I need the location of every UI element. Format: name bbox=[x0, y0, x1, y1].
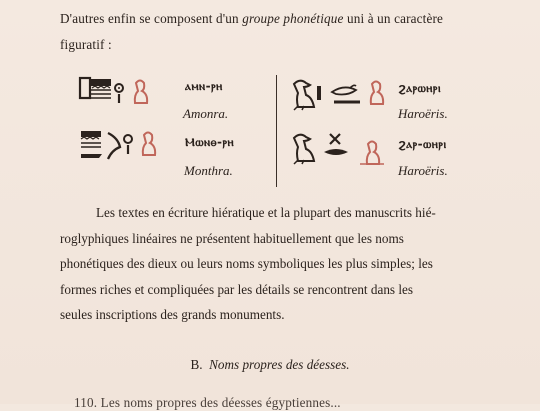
column-divider bbox=[276, 75, 277, 187]
paragraph-line: roglyphiques linéaires ne présentent habituellement que les noms bbox=[60, 230, 404, 246]
coptic-haroeris-2: ϩⲁⲣ-ⲱⲏⲣⲓ bbox=[398, 137, 447, 151]
translit-monthra: Monthra. bbox=[184, 163, 233, 178]
intro-emphasis: groupe phonétique bbox=[242, 11, 344, 26]
paragraph-line: seules inscriptions des grands monuments. bbox=[60, 307, 285, 323]
hieroglyph-amonra bbox=[78, 75, 164, 111]
intro-line-1 bbox=[60, 11, 443, 27]
paragraph-line: phonétiques des dieux ou leurs noms symboliques les plus simples; les bbox=[60, 256, 433, 272]
translit-haroeris-2: Haroëris. bbox=[398, 163, 448, 178]
intro-text-end: uni à un caractère bbox=[343, 11, 444, 26]
translit-amonra: Amonra. bbox=[183, 106, 229, 121]
hieroglyph-haroeris-1 bbox=[290, 76, 390, 112]
intro-line-2: figuratif : bbox=[60, 37, 112, 52]
body-paragraph bbox=[60, 200, 490, 328]
hieroglyph-monthra bbox=[78, 127, 164, 165]
coptic-haroeris-1: ϩⲁⲣⲱⲏⲣⲓ bbox=[398, 81, 442, 95]
paragraph-line: Les textes en écriture hiératique et la plupart des manuscrits hié- bbox=[96, 205, 436, 220]
section-heading bbox=[0, 357, 540, 373]
hieroglyph-haroeris-2 bbox=[290, 130, 390, 170]
translit-haroeris-1: Haroëris. bbox=[398, 106, 448, 121]
section-letter: B. bbox=[190, 357, 203, 372]
cutoff-line: 110. Les noms propres des déesses égyptiennes... bbox=[74, 395, 341, 410]
coptic-monthra: Ⲙⲱⲛⲑ-ⲣⲏ bbox=[185, 135, 235, 149]
coptic-amonra: ⲁⲙⲛ-ⲣⲏ bbox=[185, 79, 223, 93]
intro-text: D'autres enfin se composent d'un bbox=[60, 11, 243, 26]
section-title: Noms propres des déesses. bbox=[209, 357, 350, 372]
paragraph-line: formes riches et compliquées par les détails se rencontrent dans les bbox=[60, 281, 414, 297]
